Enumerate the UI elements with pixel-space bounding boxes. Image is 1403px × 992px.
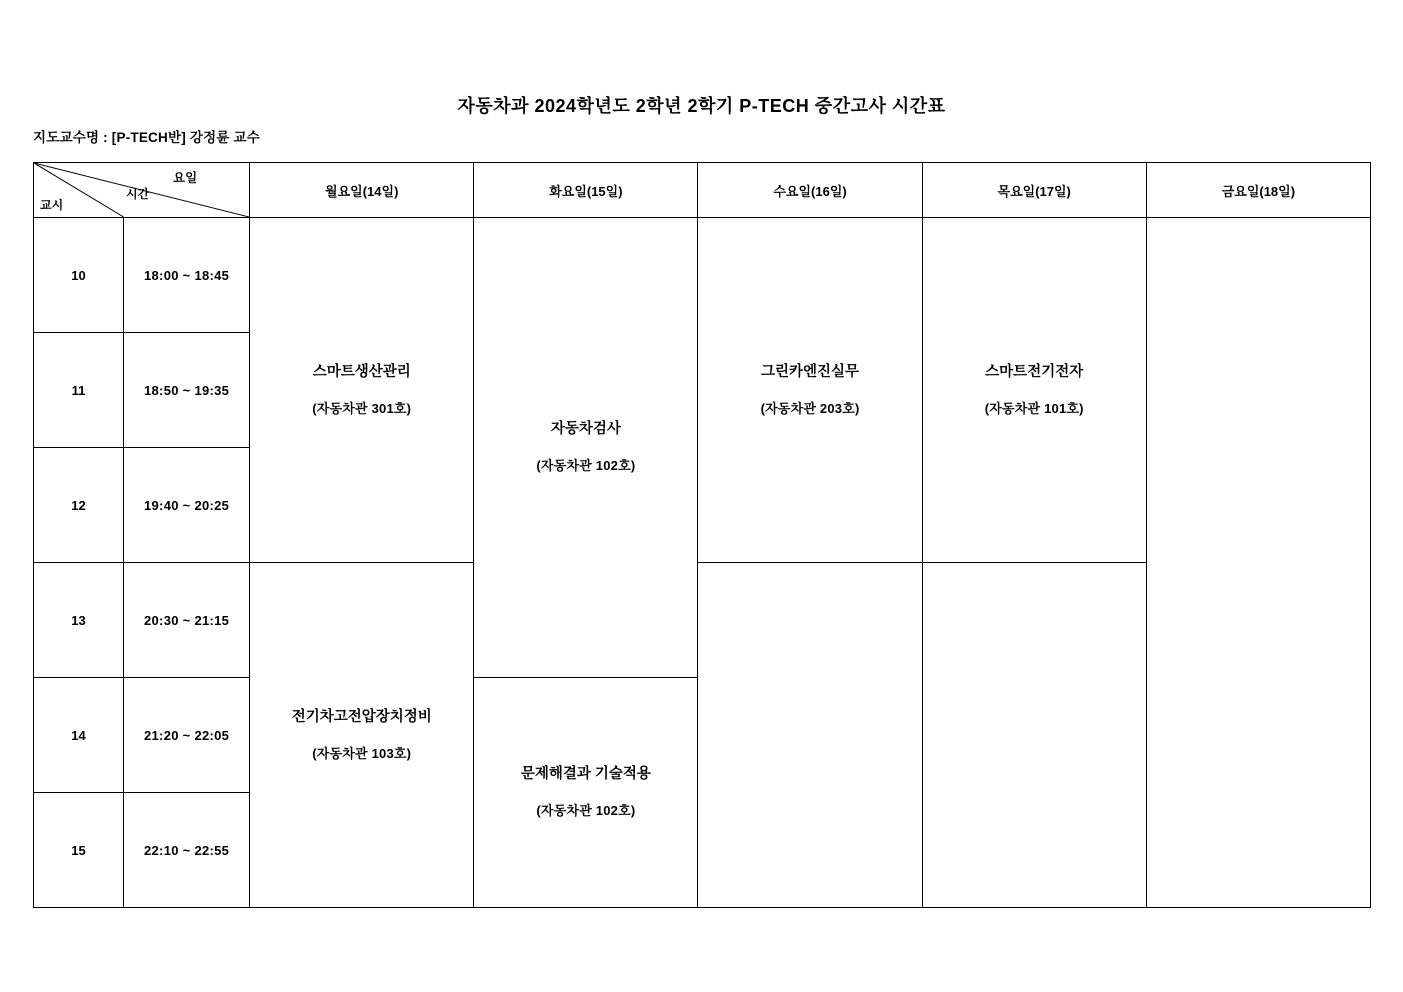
cell-tuesday-vehicle-inspection bbox=[474, 218, 698, 678]
period-time: 22:10 ~ 22:55 bbox=[124, 793, 250, 908]
cell-wednesday-green-car-engine bbox=[698, 218, 922, 563]
day-header-wednesday: 수요일(16일) bbox=[698, 163, 922, 218]
corner-period-label: 교시 bbox=[40, 198, 64, 212]
subject-room: (자동차관 301호) bbox=[312, 400, 412, 416]
period-number: 14 bbox=[34, 678, 124, 793]
subject-name: 스마트전기전자 bbox=[985, 363, 1084, 380]
subject-name: 스마트생산관리 bbox=[312, 363, 411, 380]
subject-name: 자동차검사 bbox=[550, 421, 621, 438]
timetable-container bbox=[33, 162, 1371, 908]
day-header-monday: 월요일(14일) bbox=[250, 163, 474, 218]
period-number: 12 bbox=[34, 448, 124, 563]
professor-name-line: 지도교수명 : [P-TECH반] 강정륜 교수 bbox=[33, 130, 260, 145]
period-number: 15 bbox=[34, 793, 124, 908]
period-time: 21:20 ~ 22:05 bbox=[124, 678, 250, 793]
subject-block bbox=[250, 365, 473, 416]
corner-day-label: 요일 bbox=[173, 171, 198, 185]
subject-block bbox=[698, 365, 921, 416]
day-header-thursday: 목요일(17일) bbox=[922, 163, 1146, 218]
cell-friday-empty bbox=[1146, 218, 1370, 908]
cell-tuesday-problem-solving bbox=[474, 678, 698, 908]
subject-block bbox=[474, 422, 697, 473]
table-header-row bbox=[34, 163, 1371, 218]
cell-wednesday-empty bbox=[698, 563, 922, 908]
period-number: 10 bbox=[34, 218, 124, 333]
cell-thursday-empty bbox=[922, 563, 1146, 908]
table-row bbox=[34, 218, 1371, 333]
subject-name: 문제해결과 기술적용 bbox=[520, 766, 651, 783]
cell-monday-smart-production bbox=[250, 218, 474, 563]
subject-block bbox=[923, 365, 1146, 416]
day-header-friday: 금요일(18일) bbox=[1146, 163, 1370, 218]
subject-block bbox=[250, 710, 473, 761]
corner-header-cell bbox=[34, 163, 250, 218]
corner-time-label: 시간 bbox=[126, 187, 150, 201]
exam-timetable bbox=[33, 162, 1371, 908]
period-time: 18:50 ~ 19:35 bbox=[124, 333, 250, 448]
cell-monday-ev-highvoltage bbox=[250, 563, 474, 908]
period-number: 13 bbox=[34, 563, 124, 678]
subject-name: 전기차고전압장치정비 bbox=[291, 708, 432, 725]
subject-room: (자동차관 102호) bbox=[536, 803, 636, 819]
subject-room: (자동차관 103호) bbox=[312, 745, 412, 761]
period-time: 20:30 ~ 21:15 bbox=[124, 563, 250, 678]
page-title: 자동차과 2024학년도 2학년 2학기 P-TECH 중간고사 시간표 bbox=[457, 96, 946, 116]
period-time: 19:40 ~ 20:25 bbox=[124, 448, 250, 563]
day-header-tuesday: 화요일(15일) bbox=[474, 163, 698, 218]
subject-room: (자동차관 101호) bbox=[984, 400, 1084, 416]
subject-room: (자동차관 203호) bbox=[760, 400, 860, 416]
period-number: 11 bbox=[34, 333, 124, 448]
period-time: 18:00 ~ 18:45 bbox=[124, 218, 250, 333]
cell-thursday-smart-electric bbox=[922, 218, 1146, 563]
subject-name: 그린카엔진실무 bbox=[761, 363, 860, 380]
subject-block bbox=[474, 767, 697, 818]
subject-room: (자동차관 102호) bbox=[536, 458, 636, 474]
